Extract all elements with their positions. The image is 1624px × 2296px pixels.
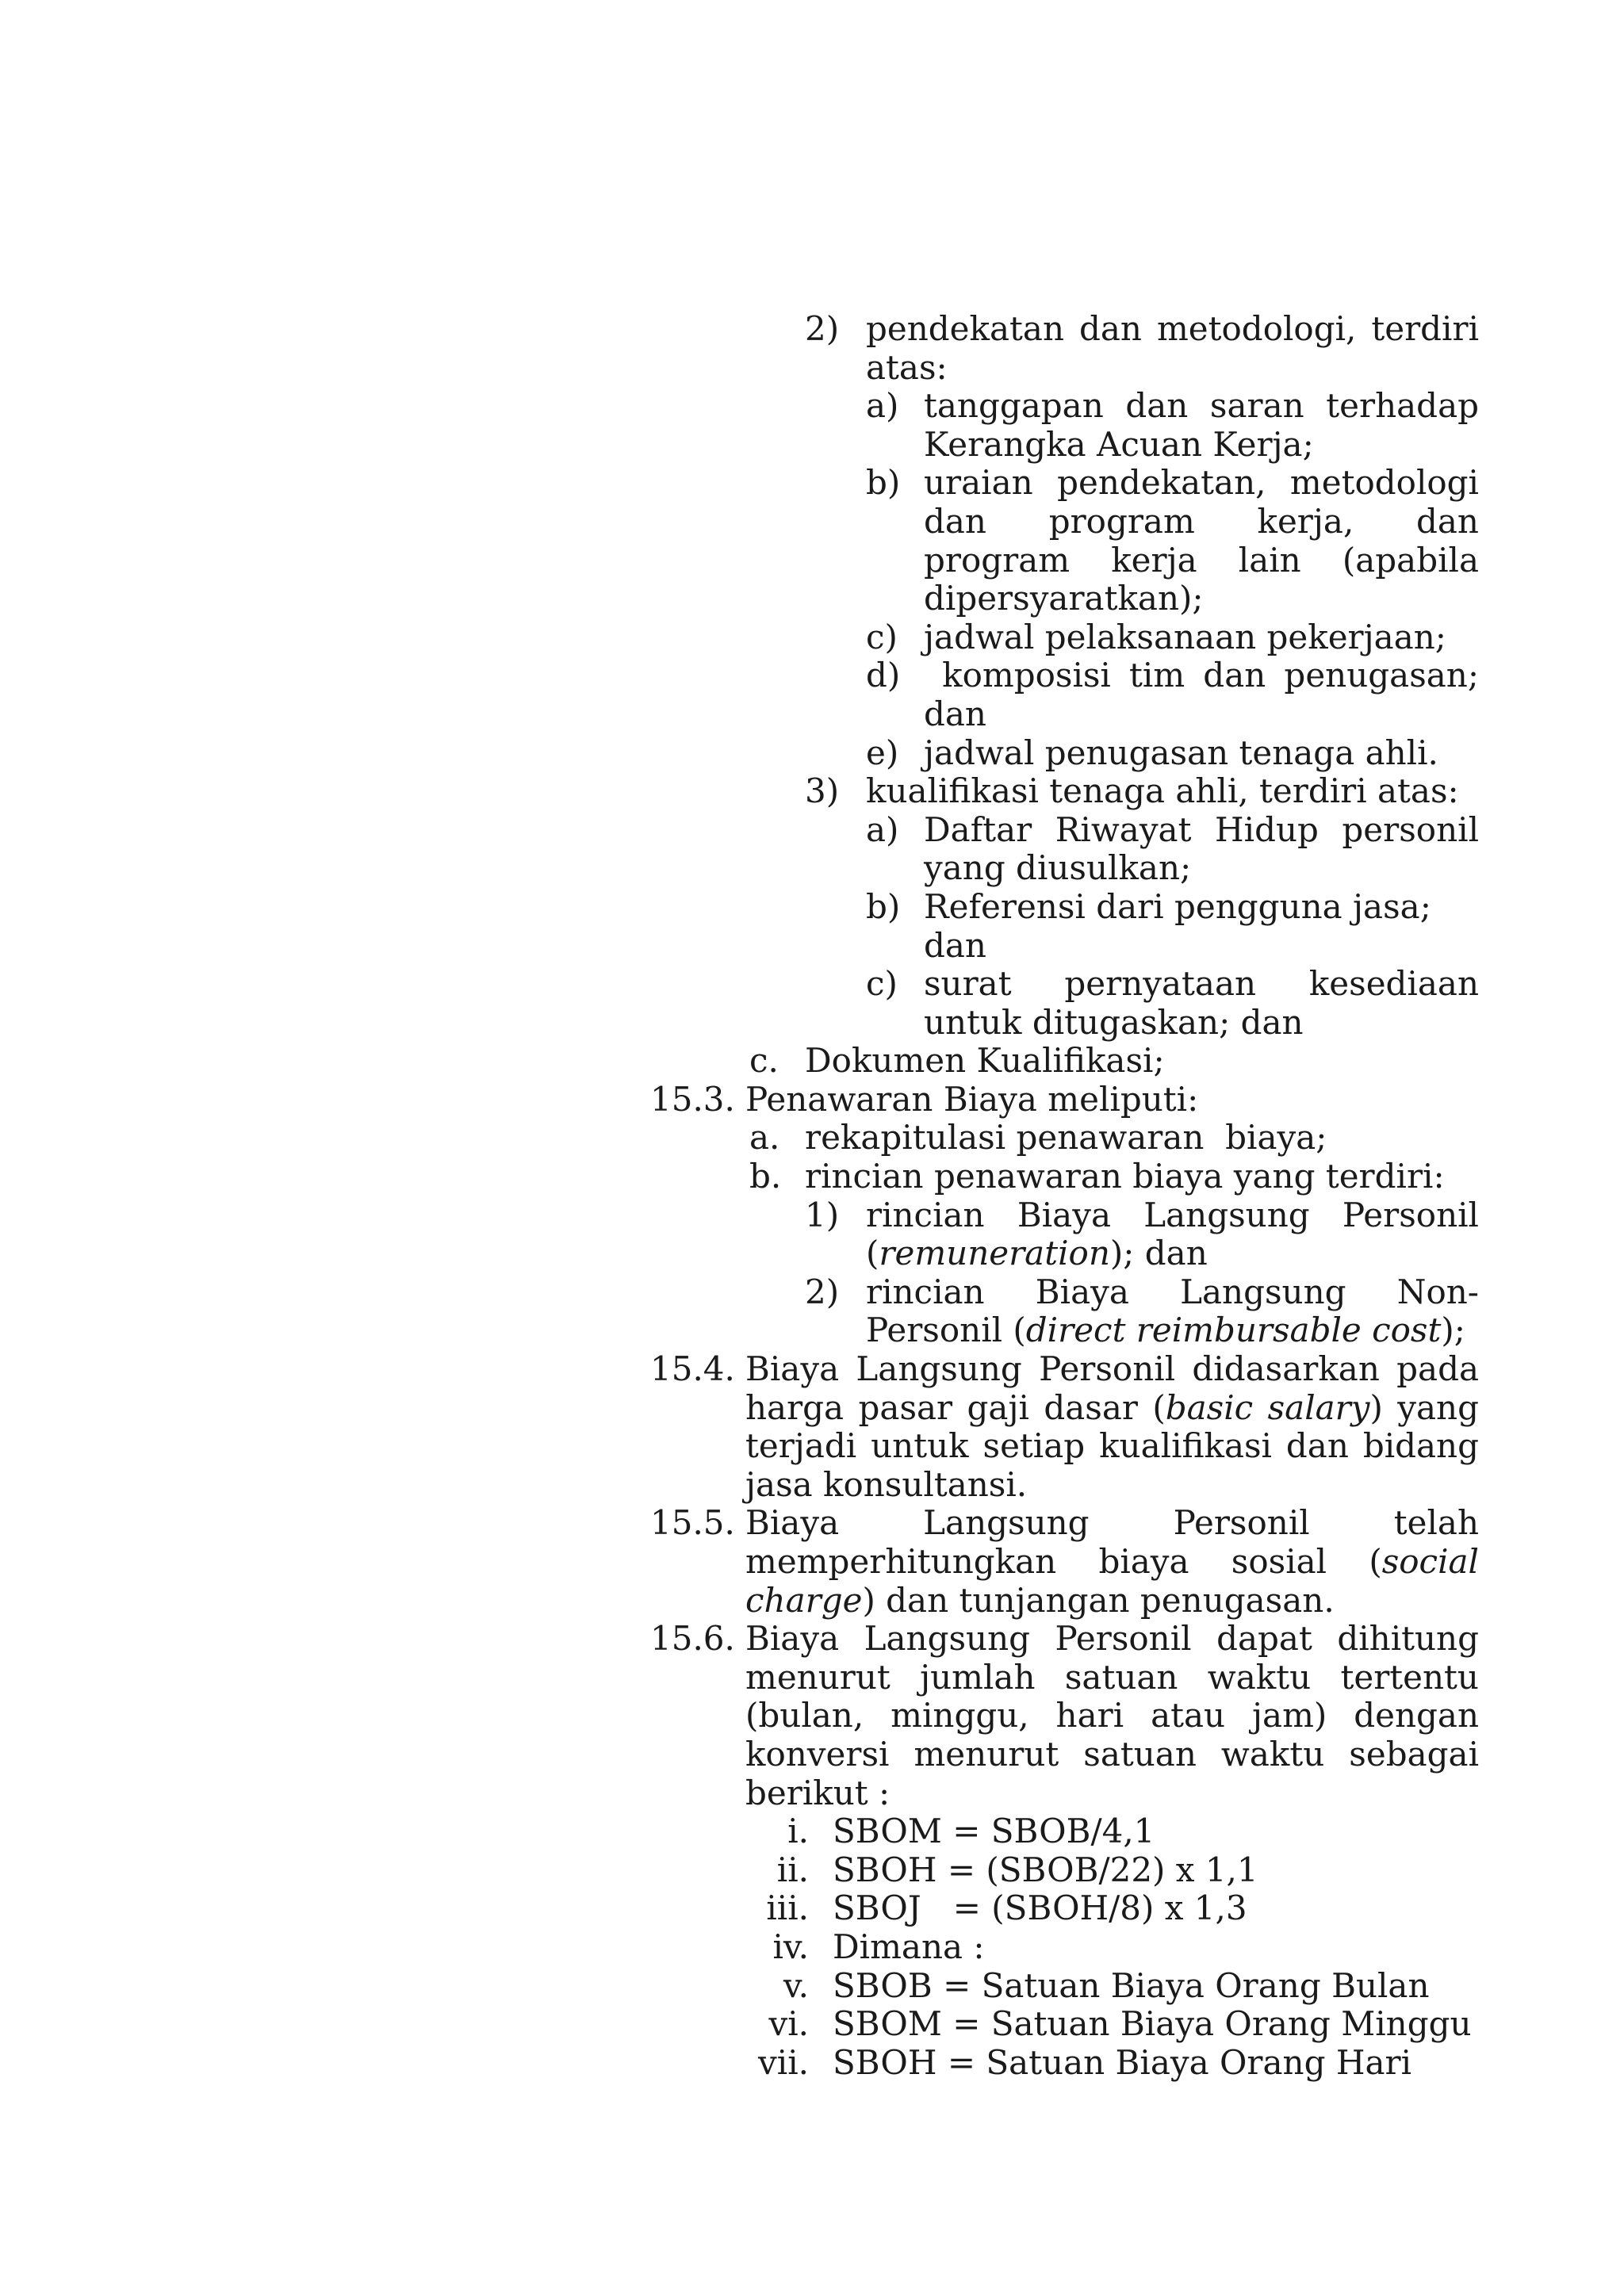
list-marker: e) xyxy=(866,733,899,772)
list-marker: a. xyxy=(749,1118,780,1158)
list-marker: c) xyxy=(866,964,898,1004)
list-text: tanggapan dan saran terhadap Kerangka Acuan Kerja; xyxy=(924,386,1479,464)
formula-item xyxy=(650,1889,1479,1928)
roman-marker: v. xyxy=(783,1965,809,2005)
list-marker: b. xyxy=(749,1157,782,1196)
list-marker: 3) xyxy=(805,771,840,811)
list-marker: 2) xyxy=(805,309,840,348)
text-part: rincian Biaya Langsung Personil ( xyxy=(866,1195,1479,1273)
text-part: Biaya Langsung Personil telah memperhitungkan biaya sosial ( xyxy=(745,1503,1479,1581)
list-text: komposisi tim dan penugasan; dan xyxy=(924,656,1490,733)
list-text: uraian pendekatan, metodologi dan program kerja, dan program kerja lain (apabila dipersyaratkan); xyxy=(924,463,1479,618)
list-marker: a) xyxy=(866,386,899,426)
list-marker: b) xyxy=(866,463,901,503)
list-item xyxy=(650,1273,1479,1350)
list-marker: c. xyxy=(749,1041,779,1081)
list-text: pendekatan dan metodologi, terdiri atas: xyxy=(866,309,1479,387)
section-text xyxy=(745,1350,1479,1504)
text-part: ) dan tunjangan penugasan. xyxy=(862,1580,1335,1620)
list-text: Dokumen Kualifikasi; xyxy=(805,1041,1165,1081)
formula-item xyxy=(650,1928,1479,1967)
italic-term: remuneration xyxy=(879,1234,1110,1273)
list-item xyxy=(650,1158,1479,1196)
formula-text: SBOH = (SBOB/22) x 1,1 xyxy=(833,1850,1258,1889)
section-item xyxy=(650,1350,1479,1504)
list-item xyxy=(650,1042,1479,1081)
list-item xyxy=(650,734,1479,773)
list-text: jadwal penugasan tenaga ahli. xyxy=(924,733,1438,772)
list-text: rincian penawaran biaya yang terdiri: xyxy=(805,1157,1445,1196)
list-item xyxy=(650,464,1479,618)
list-item xyxy=(650,387,1479,464)
list-item xyxy=(650,656,1490,733)
list-marker: d) xyxy=(866,656,901,695)
list-item xyxy=(650,888,1479,965)
formula-item xyxy=(650,1967,1479,2006)
roman-marker: iii. xyxy=(766,1888,809,1928)
text-part: rincian Biaya Langsung Non-Personil ( xyxy=(866,1272,1479,1350)
list-marker: c) xyxy=(866,617,898,656)
list-text xyxy=(866,1196,1479,1273)
list-item xyxy=(650,618,1479,657)
formula-text: SBOM = Satuan Biaya Orang Minggu xyxy=(833,2004,1472,2044)
list-text: surat pernyataan kesediaan untuk ditugaskan; dan xyxy=(924,964,1479,1042)
section-text: Biaya Langsung Personil dapat dihitung menurut jumlah satuan waktu tertentu (bulan, minggu, hari atau jam) dengan konversi menurut satuan waktu sebagai berikut : xyxy=(745,1619,1479,1812)
list-text xyxy=(866,1273,1479,1350)
list-marker: b) xyxy=(866,886,901,926)
roman-marker: vi. xyxy=(768,2004,809,2044)
formula-text: SBOJ = (SBOH/8) x 1,3 xyxy=(833,1888,1247,1928)
document-body xyxy=(650,309,1490,2082)
roman-marker: ii. xyxy=(776,1850,809,1889)
formula-text: SBOB = Satuan Biaya Orang Bulan xyxy=(833,1965,1430,2005)
text-part: ); dan xyxy=(1109,1234,1208,1273)
formula-text: SBOM = SBOB/4,1 xyxy=(833,1812,1155,1851)
list-text: jadwal pelaksanaan pekerjaan; xyxy=(924,617,1446,656)
formula-text: Dimana : xyxy=(833,1927,985,1966)
list-text: Referensi dari pengguna jasa; dan xyxy=(924,886,1431,965)
section-item xyxy=(650,1081,1479,1119)
section-text: Penawaran Biaya meliputi: xyxy=(745,1079,1199,1119)
section-number: 15.6. xyxy=(650,1619,735,1659)
text-part: ) yang terjadi untuk setiap kualifikasi dan bidang jasa konsultansi. xyxy=(745,1387,1479,1504)
list-marker: a) xyxy=(866,809,899,849)
list-text: kualifikasi tenaga ahli, terdiri atas: xyxy=(866,771,1459,811)
italic-term: direct reimbursable cost xyxy=(1025,1311,1442,1350)
list-item xyxy=(650,1196,1479,1273)
section-number: 15.3. xyxy=(650,1079,735,1119)
list-text: Daftar Riwayat Hidup personil yang diusulkan; xyxy=(924,809,1479,888)
list-item xyxy=(650,310,1479,387)
formula-item xyxy=(650,1851,1479,1890)
list-item xyxy=(650,811,1479,888)
italic-term: social charge xyxy=(745,1542,1479,1620)
formula-text: SBOH = Satuan Biaya Orang Hari xyxy=(833,2042,1412,2082)
text-part: ); xyxy=(1441,1311,1465,1350)
list-item xyxy=(650,1119,1479,1158)
list-marker: 2) xyxy=(805,1272,840,1311)
roman-marker: i. xyxy=(787,1812,809,1851)
section-number: 15.4. xyxy=(650,1349,735,1389)
roman-marker: iv. xyxy=(772,1927,809,1966)
list-text: rekapitulasi penawaran biaya; xyxy=(805,1118,1327,1158)
formula-item xyxy=(650,1812,1479,1851)
list-item xyxy=(650,772,1479,811)
list-marker: 1) xyxy=(805,1195,840,1234)
section-item xyxy=(650,1620,1479,1812)
italic-term: basic salary xyxy=(1165,1387,1370,1427)
section-text xyxy=(745,1504,1479,1620)
roman-marker: vii. xyxy=(758,2042,809,2082)
formula-item xyxy=(650,2044,1479,2083)
list-item xyxy=(650,965,1479,1042)
section-item xyxy=(650,1504,1479,1620)
formula-item xyxy=(650,2005,1479,2044)
section-number: 15.5. xyxy=(650,1503,735,1543)
text-part: Biaya Langsung Personil didasarkan pada harga pasar gaji dasar ( xyxy=(745,1349,1479,1427)
